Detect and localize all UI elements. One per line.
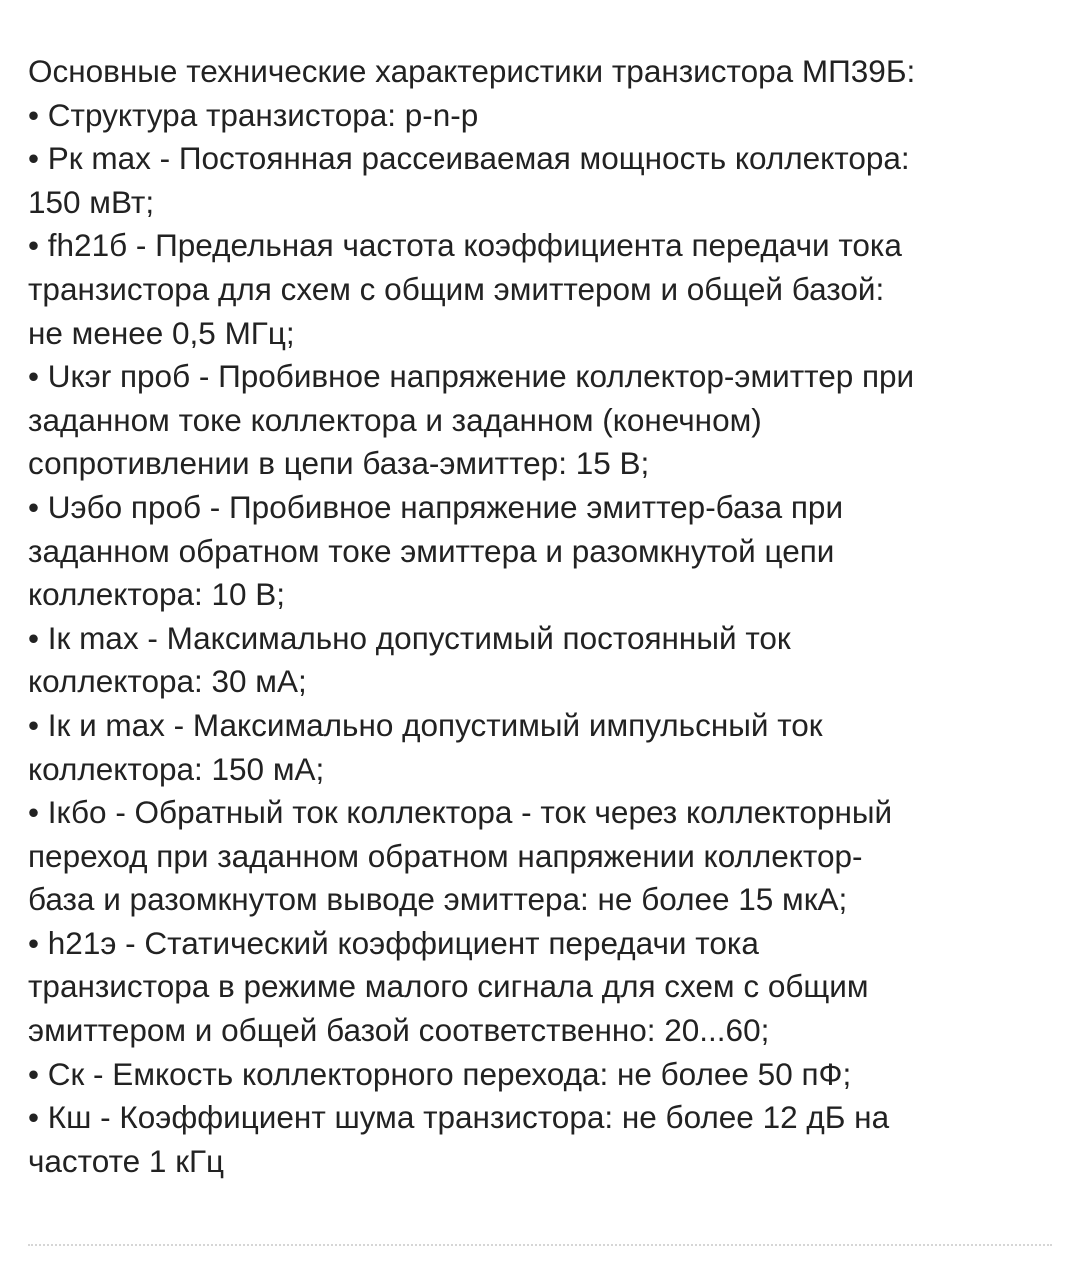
text-line: • Структура транзистора: p-n-p: [28, 96, 479, 133]
text-line: заданном обратном токе эмиттера и разомкнутой цепи: [28, 532, 835, 569]
text-line: коллектора: 30 мА;: [28, 663, 307, 700]
text-line: • Cк - Емкость коллекторного перехода: не более 50 пФ;: [28, 1055, 852, 1092]
text-line: • Кш - Коэффициент шума транзистора: не более 12 дБ на: [28, 1099, 890, 1136]
text-line: • Uэбо проб - Пробивное напряжение эмиттер-база при: [28, 488, 844, 525]
text-line: транзистора для схем с общим эмиттером и общей базой:: [28, 270, 885, 307]
text-line: база и разомкнутом выводе эмиттера: не более 15 мкА;: [28, 881, 848, 918]
text-line: не менее 0,5 МГц;: [28, 314, 295, 351]
text-line: эмиттером и общей базой соответственно: 20...60;: [28, 1012, 770, 1049]
text-line: коллектора: 10 В;: [28, 576, 286, 613]
text-line: • Pк max - Постоянная рассеиваемая мощность коллектора:: [28, 140, 910, 177]
document-text: [28, 50, 1063, 1183]
text-line: транзистора в режиме малого сигнала для схем с общим: [28, 968, 869, 1005]
text-line: 150 мВт;: [28, 183, 155, 220]
text-line: переход при заданном обратном напряжении коллектор-: [28, 837, 863, 874]
text-line: коллектора: 150 мА;: [28, 750, 325, 787]
text-line: • Iкбо - Обратный ток коллектора - ток через коллекторный: [28, 794, 893, 831]
heading-line: Основные технические характеристики транзистора МП39Б:: [28, 53, 916, 89]
text-line: • Iк и max - Максимально допустимый импульсный ток: [28, 706, 823, 743]
text-line: сопротивлении в цепи база-эмиттер: 15 В;: [28, 445, 650, 482]
text-line: • fh21б - Предельная частота коэффициента передачи тока: [28, 227, 902, 264]
text-line: • Uкэr проб - Пробивное напряжение коллектор-эмиттер при: [28, 358, 915, 395]
text-line: частоте 1 кГц: [28, 1142, 225, 1179]
text-line: заданном токе коллектора и заданном (конечном): [28, 401, 762, 438]
dotted-divider: [28, 1244, 1052, 1246]
text-line: • h21э - Статический коэффициент передачи тока: [28, 924, 759, 961]
text-line: • Iк max - Максимально допустимый постоянный ток: [28, 619, 791, 656]
